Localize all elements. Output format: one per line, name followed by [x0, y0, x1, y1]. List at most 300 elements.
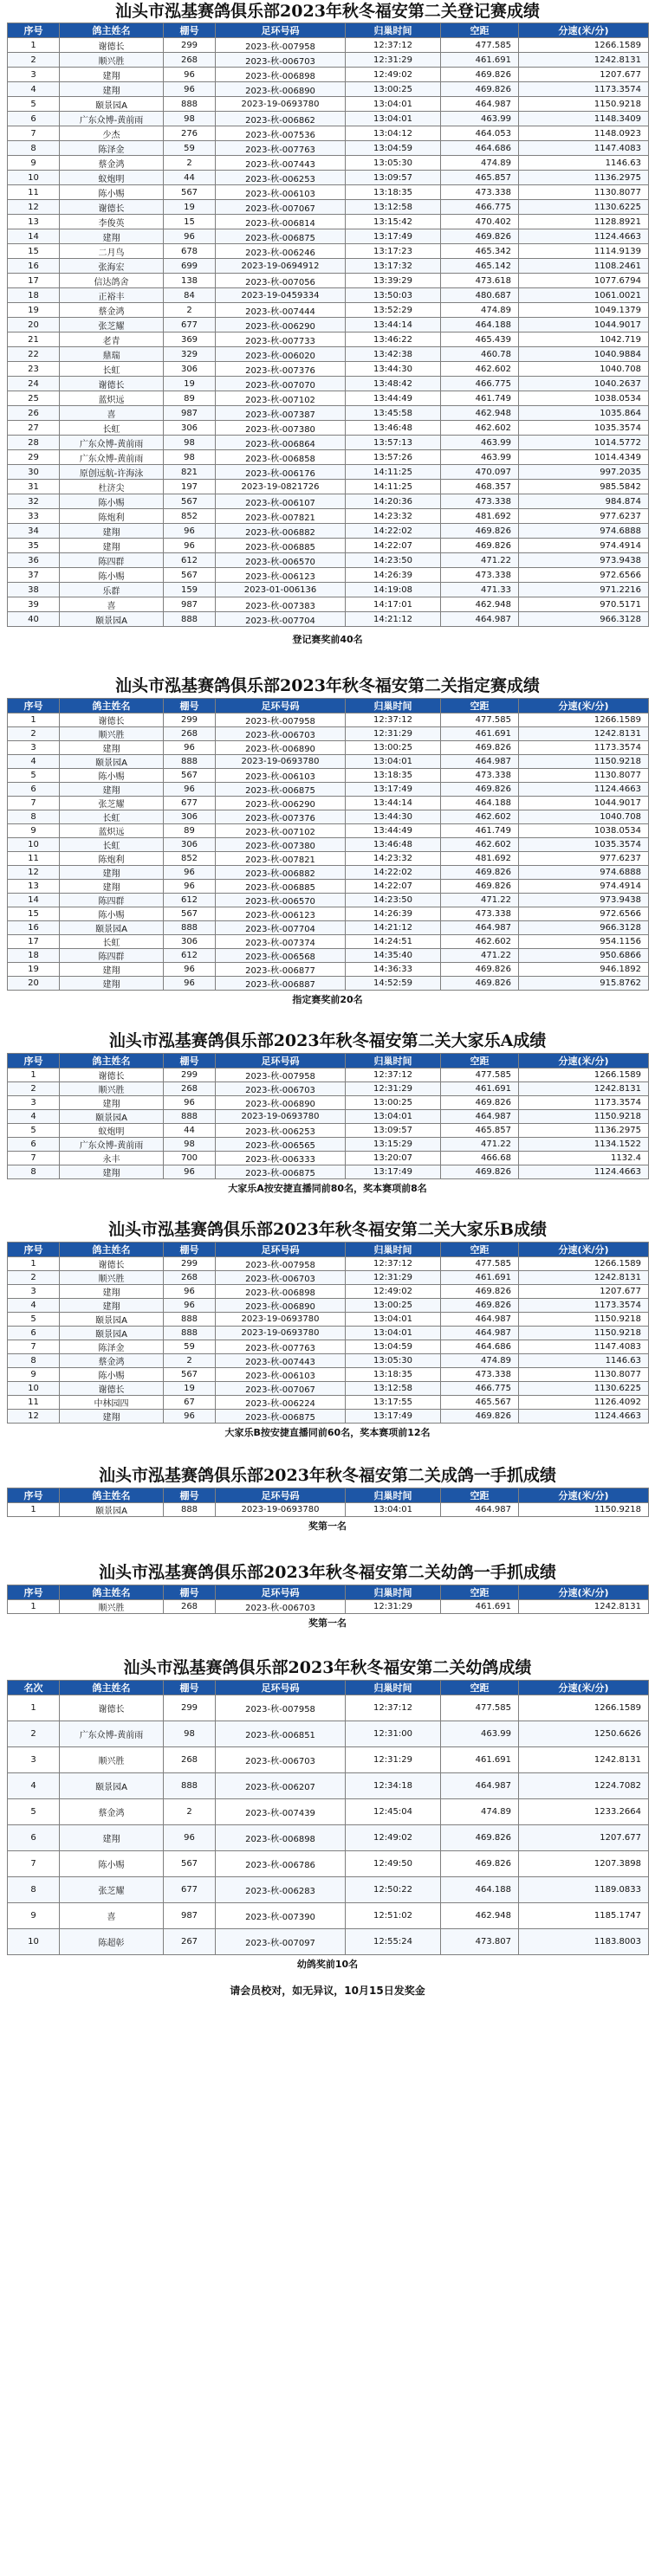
ring-cell: 2023-秋-006877	[216, 963, 346, 977]
owner-cell: 长虹	[60, 838, 164, 852]
loft-cell: 96	[164, 1825, 216, 1851]
rank-cell: 7	[8, 797, 60, 810]
table-row	[8, 783, 649, 797]
table-row	[8, 838, 649, 852]
loft-cell: 888	[164, 1313, 216, 1327]
section-designated	[7, 674, 648, 1010]
distance-cell: 468.357	[441, 480, 519, 494]
ring-cell: 2023-秋-007821	[216, 852, 346, 866]
column-header: 归巢时间	[346, 1488, 441, 1503]
time-cell: 12:55:24	[346, 1929, 441, 1955]
table-row	[8, 894, 649, 907]
time-cell: 13:20:07	[346, 1152, 441, 1165]
ring-cell: 2023-秋-006103	[216, 1368, 346, 1382]
section-footer: 大家乐B按安捷直播同前60名，奖本赛项前12名	[224, 1427, 431, 1438]
distance-cell: 464.188	[441, 1877, 519, 1903]
speed-cell: 1014.5772	[519, 436, 649, 450]
table-row	[8, 215, 649, 229]
loft-cell: 567	[164, 907, 216, 921]
table-row	[8, 741, 649, 755]
column-header: 鸽主姓名	[60, 1488, 164, 1503]
owner-cell: 建翔	[60, 1285, 164, 1299]
ring-cell: 2023-秋-007439	[216, 1799, 346, 1825]
loft-cell: 2	[164, 1354, 216, 1368]
rank-cell: 5	[8, 1313, 60, 1327]
section-footer: 指定赛奖前20名	[292, 994, 363, 1005]
speed-cell: 1038.0534	[519, 391, 649, 406]
owner-cell: 蚁炮明	[60, 171, 164, 185]
ring-cell: 2023-秋-007067	[216, 1382, 346, 1396]
rank-cell: 31	[8, 480, 60, 494]
owner-cell: 谢德长	[60, 1695, 164, 1721]
rank-cell: 13	[8, 880, 60, 894]
table-row	[8, 539, 649, 553]
column-header: 序号	[8, 1054, 60, 1068]
loft-cell: 852	[164, 852, 216, 866]
owner-cell: 颐景园A	[60, 1327, 164, 1340]
loft-cell: 19	[164, 200, 216, 215]
table-row	[8, 612, 649, 627]
loft-cell: 96	[164, 82, 216, 97]
section-footer: 奖第一名	[308, 1520, 347, 1532]
rank-cell: 4	[8, 1110, 60, 1124]
rank-cell: 23	[8, 362, 60, 377]
speed-cell: 1242.8131	[519, 53, 649, 68]
rank-cell: 40	[8, 612, 60, 627]
speed-cell: 1189.0833	[519, 1877, 649, 1903]
time-cell: 13:04:01	[346, 1313, 441, 1327]
section-young	[7, 1656, 648, 1974]
rank-cell: 34	[8, 524, 60, 539]
table-row	[8, 597, 649, 612]
table-row	[8, 1799, 649, 1825]
time-cell: 13:46:22	[346, 332, 441, 347]
owner-cell: 谢德长	[60, 713, 164, 727]
owner-cell: 李俊英	[60, 215, 164, 229]
column-header: 足环号码	[216, 1488, 346, 1503]
owner-cell: 谢德长	[60, 377, 164, 391]
loft-cell: 299	[164, 713, 216, 727]
distance-cell: 471.22	[441, 1138, 519, 1152]
loft-cell: 96	[164, 68, 216, 82]
speed-cell: 1049.1379	[519, 303, 649, 318]
time-cell: 13:44:49	[346, 824, 441, 838]
rank-cell: 14	[8, 229, 60, 244]
table-row	[8, 1096, 649, 1110]
ring-cell: 2023-秋-006882	[216, 524, 346, 539]
rank-cell: 5	[8, 1799, 60, 1825]
rank-cell: 28	[8, 436, 60, 450]
owner-cell: 颐景园A	[60, 1773, 164, 1799]
distance-cell: 473.338	[441, 568, 519, 583]
rank-cell: 22	[8, 347, 60, 362]
speed-cell: 1124.4663	[519, 1165, 649, 1179]
loft-cell: 567	[164, 568, 216, 583]
column-header: 鸽主姓名	[60, 23, 164, 38]
table-row	[8, 852, 649, 866]
owner-cell: 颐景园A	[60, 755, 164, 769]
column-header: 棚号	[164, 1054, 216, 1068]
distance-cell: 464.053	[441, 126, 519, 141]
ring-cell: 2023-秋-007387	[216, 406, 346, 421]
time-cell: 13:44:14	[346, 797, 441, 810]
column-header: 鸽主姓名	[60, 1585, 164, 1600]
distance-cell: 465.342	[441, 244, 519, 259]
owner-cell: 少杰	[60, 126, 164, 141]
ring-cell: 2023-秋-006858	[216, 450, 346, 465]
loft-cell: 98	[164, 112, 216, 126]
owner-cell: 陈泽金	[60, 1340, 164, 1354]
rank-cell: 11	[8, 852, 60, 866]
loft-cell: 96	[164, 1285, 216, 1299]
owner-cell: 谢德长	[60, 1068, 164, 1082]
loft-cell: 268	[164, 1747, 216, 1773]
speed-cell: 1136.2975	[519, 1124, 649, 1138]
distance-cell: 465.439	[441, 332, 519, 347]
speed-cell: 1207.3898	[519, 1851, 649, 1877]
table-row	[8, 1747, 649, 1773]
table-row	[8, 141, 649, 156]
time-cell: 14:26:39	[346, 568, 441, 583]
rank-cell: 19	[8, 963, 60, 977]
owner-cell: 颐景园A	[60, 97, 164, 112]
speed-cell: 1242.8131	[519, 1600, 649, 1614]
rank-cell: 6	[8, 1138, 60, 1152]
table-row	[8, 1165, 649, 1179]
speed-cell: 1224.7082	[519, 1773, 649, 1799]
ring-cell: 2023-秋-007704	[216, 612, 346, 627]
ring-cell: 2023-秋-006890	[216, 741, 346, 755]
distance-cell: 464.987	[441, 1773, 519, 1799]
time-cell: 14:52:59	[346, 977, 441, 991]
distance-cell: 469.826	[441, 1825, 519, 1851]
speed-cell: 1146.63	[519, 1354, 649, 1368]
loft-cell: 299	[164, 38, 216, 53]
time-cell: 12:37:12	[346, 1695, 441, 1721]
rank-cell: 27	[8, 421, 60, 436]
distance-cell: 464.188	[441, 797, 519, 810]
distance-cell: 466.775	[441, 1382, 519, 1396]
table-row	[8, 1382, 649, 1396]
time-cell: 14:36:33	[346, 963, 441, 977]
table-row	[8, 907, 649, 921]
time-cell: 14:22:02	[346, 866, 441, 880]
owner-cell: 张芝耀	[60, 1877, 164, 1903]
final-note: 请会员校对，如无异议，10月15日发奖金	[230, 1985, 425, 1997]
column-header: 分速(米/分)	[519, 1243, 649, 1257]
owner-cell: 建翔	[60, 741, 164, 755]
distance-cell: 463.99	[441, 450, 519, 465]
distance-cell: 473.338	[441, 907, 519, 921]
loft-cell: 2	[164, 1799, 216, 1825]
table-row	[8, 1695, 649, 1721]
owner-cell: 颐景园A	[60, 1313, 164, 1327]
table-row	[8, 450, 649, 465]
speed-cell: 1207.677	[519, 1285, 649, 1299]
loft-cell: 44	[164, 1124, 216, 1138]
section-title: 汕头市泓基赛鸽俱乐部2023年秋冬福安第二关大家乐B成绩	[108, 1220, 547, 1239]
table-row	[8, 810, 649, 824]
time-cell: 14:23:32	[346, 852, 441, 866]
ring-cell: 2023-秋-007056	[216, 274, 346, 288]
time-cell: 14:21:12	[346, 921, 441, 935]
table-row	[8, 949, 649, 963]
speed-cell: 972.6566	[519, 907, 649, 921]
speed-cell: 1040.2637	[519, 377, 649, 391]
column-header: 棚号	[164, 1681, 216, 1695]
ring-cell: 2023-秋-007380	[216, 838, 346, 852]
distance-cell: 469.826	[441, 1851, 519, 1877]
time-cell: 12:49:02	[346, 1825, 441, 1851]
ring-cell: 2023-秋-006862	[216, 112, 346, 126]
distance-cell: 461.749	[441, 824, 519, 838]
time-cell: 13:52:29	[346, 303, 441, 318]
loft-cell: 268	[164, 1082, 216, 1096]
column-header: 鸽主姓名	[60, 1054, 164, 1068]
ring-cell: 2023-秋-006570	[216, 553, 346, 568]
speed-cell: 1147.4083	[519, 141, 649, 156]
column-header: 棚号	[164, 23, 216, 38]
table-row	[8, 880, 649, 894]
ring-cell: 2023-秋-006898	[216, 1825, 346, 1851]
ring-cell: 2023-19-0821726	[216, 480, 346, 494]
time-cell: 14:11:25	[346, 465, 441, 480]
ring-cell: 2023-秋-006103	[216, 185, 346, 200]
ring-cell: 2023-秋-007733	[216, 332, 346, 347]
time-cell: 13:04:01	[346, 755, 441, 769]
speed-cell: 1242.8131	[519, 1271, 649, 1285]
rank-cell: 1	[8, 1503, 60, 1517]
owner-cell: 广东众博-黄前雨	[60, 450, 164, 465]
ring-cell: 2023-秋-007443	[216, 1354, 346, 1368]
owner-cell: 陈泽金	[60, 141, 164, 156]
distance-cell: 466.775	[441, 377, 519, 391]
rank-cell: 14	[8, 894, 60, 907]
time-cell: 13:18:35	[346, 769, 441, 783]
distance-cell: 464.987	[441, 97, 519, 112]
distance-cell: 477.585	[441, 1068, 519, 1082]
loft-cell: 677	[164, 1877, 216, 1903]
loft-cell: 699	[164, 259, 216, 274]
owner-cell: 建翔	[60, 1299, 164, 1313]
speed-cell: 1233.2664	[519, 1799, 649, 1825]
loft-cell: 888	[164, 755, 216, 769]
distance-cell: 463.99	[441, 1721, 519, 1747]
table-row	[8, 1082, 649, 1096]
table-row	[8, 755, 649, 769]
table-row	[8, 465, 649, 480]
table-row	[8, 824, 649, 838]
column-header: 归巢时间	[346, 1243, 441, 1257]
owner-cell: 蔡金鸿	[60, 303, 164, 318]
owner-cell: 陈超彰	[60, 1929, 164, 1955]
time-cell: 14:22:02	[346, 524, 441, 539]
speed-cell: 915.8762	[519, 977, 649, 991]
rank-cell: 12	[8, 1410, 60, 1424]
ring-cell: 2023-19-0694912	[216, 259, 346, 274]
speed-cell: 1124.4663	[519, 783, 649, 797]
table-row	[8, 1877, 649, 1903]
owner-cell: 建翔	[60, 880, 164, 894]
column-header: 归巢时间	[346, 699, 441, 713]
speed-cell: 1114.9139	[519, 244, 649, 259]
owner-cell: 陈四群	[60, 553, 164, 568]
time-cell: 12:37:12	[346, 1257, 441, 1271]
ring-cell: 2023-19-0693780	[216, 755, 346, 769]
speed-cell: 1136.2975	[519, 171, 649, 185]
table-row	[8, 97, 649, 112]
loft-cell: 888	[164, 921, 216, 935]
owner-cell: 顺兴胜	[60, 53, 164, 68]
column-header: 足环号码	[216, 1681, 346, 1695]
ring-cell: 2023-19-0693780	[216, 1327, 346, 1340]
column-header: 空距	[441, 1585, 519, 1600]
table-row	[8, 288, 649, 303]
table-row	[8, 769, 649, 783]
distance-cell: 461.691	[441, 727, 519, 741]
owner-cell: 建翔	[60, 1096, 164, 1110]
rank-cell: 13	[8, 215, 60, 229]
owner-cell: 陈小赐	[60, 185, 164, 200]
table-row	[8, 377, 649, 391]
rank-cell: 7	[8, 1152, 60, 1165]
distance-cell: 473.338	[441, 185, 519, 200]
column-header: 序号	[8, 1243, 60, 1257]
time-cell: 12:51:02	[346, 1903, 441, 1929]
distance-cell: 461.691	[441, 1271, 519, 1285]
table-row	[8, 185, 649, 200]
distance-cell: 466.68	[441, 1152, 519, 1165]
rank-cell: 9	[8, 824, 60, 838]
speed-cell: 977.6237	[519, 509, 649, 524]
distance-cell: 460.78	[441, 347, 519, 362]
column-header: 鸽主姓名	[60, 1681, 164, 1695]
distance-cell: 474.89	[441, 1799, 519, 1825]
time-cell: 13:04:12	[346, 126, 441, 141]
owner-cell: 正裕丰	[60, 288, 164, 303]
results-table	[7, 698, 649, 991]
speed-cell: 1061.0021	[519, 288, 649, 303]
ring-cell: 2023-秋-006703	[216, 1600, 346, 1614]
column-header: 空距	[441, 1681, 519, 1695]
speed-cell: 1183.8003	[519, 1929, 649, 1955]
column-header: 分速(米/分)	[519, 699, 649, 713]
owner-cell: 陈四群	[60, 949, 164, 963]
time-cell: 13:44:30	[346, 362, 441, 377]
owner-cell: 蚁炮明	[60, 1124, 164, 1138]
loft-cell: 306	[164, 810, 216, 824]
speed-cell: 1266.1589	[519, 1695, 649, 1721]
table-row	[8, 332, 649, 347]
loft-cell: 612	[164, 553, 216, 568]
rank-cell: 32	[8, 494, 60, 509]
table-row	[8, 1340, 649, 1354]
distance-cell: 464.987	[441, 1327, 519, 1340]
loft-cell: 306	[164, 935, 216, 949]
distance-cell: 463.99	[441, 436, 519, 450]
loft-cell: 267	[164, 1929, 216, 1955]
loft-cell: 197	[164, 480, 216, 494]
loft-cell: 299	[164, 1068, 216, 1082]
rank-cell: 3	[8, 741, 60, 755]
table-row	[8, 1773, 649, 1799]
speed-cell: 950.6866	[519, 949, 649, 963]
distance-cell: 462.948	[441, 1903, 519, 1929]
table-row	[8, 1354, 649, 1368]
owner-cell: 二月鸟	[60, 244, 164, 259]
loft-cell: 299	[164, 1257, 216, 1271]
column-header: 序号	[8, 1488, 60, 1503]
rank-cell: 35	[8, 539, 60, 553]
column-header: 足环号码	[216, 1585, 346, 1600]
column-header: 分速(米/分)	[519, 1585, 649, 1600]
speed-cell: 1044.9017	[519, 797, 649, 810]
rank-cell: 6	[8, 1825, 60, 1851]
ring-cell: 2023-秋-006875	[216, 1410, 346, 1424]
column-header: 归巢时间	[346, 1054, 441, 1068]
distance-cell: 464.987	[441, 921, 519, 935]
owner-cell: 顺兴胜	[60, 727, 164, 741]
distance-cell: 466.775	[441, 200, 519, 215]
distance-cell: 469.826	[441, 524, 519, 539]
loft-cell: 268	[164, 53, 216, 68]
loft-cell: 677	[164, 318, 216, 332]
rank-cell: 18	[8, 949, 60, 963]
ring-cell: 2023-秋-007067	[216, 200, 346, 215]
loft-cell: 44	[164, 171, 216, 185]
distance-cell: 461.749	[441, 391, 519, 406]
table-row	[8, 1257, 649, 1271]
ring-cell: 2023-秋-006864	[216, 436, 346, 450]
loft-cell: 612	[164, 894, 216, 907]
table-row	[8, 797, 649, 810]
distance-cell: 481.692	[441, 509, 519, 524]
time-cell: 13:18:35	[346, 185, 441, 200]
distance-cell: 462.602	[441, 362, 519, 377]
distance-cell: 469.826	[441, 1410, 519, 1424]
distance-cell: 480.687	[441, 288, 519, 303]
column-header: 分速(米/分)	[519, 23, 649, 38]
rank-cell: 37	[8, 568, 60, 583]
loft-cell: 987	[164, 1903, 216, 1929]
owner-cell: 建翔	[60, 963, 164, 977]
owner-cell: 建翔	[60, 783, 164, 797]
ring-cell: 2023-秋-006885	[216, 880, 346, 894]
time-cell: 13:46:48	[346, 421, 441, 436]
ring-cell: 2023-01-006136	[216, 583, 346, 597]
speed-cell: 970.5171	[519, 597, 649, 612]
loft-cell: 59	[164, 1340, 216, 1354]
distance-cell: 464.686	[441, 141, 519, 156]
loft-cell: 888	[164, 1110, 216, 1124]
speed-cell: 974.4914	[519, 539, 649, 553]
ring-cell: 2023-秋-006333	[216, 1152, 346, 1165]
owner-cell: 建翔	[60, 82, 164, 97]
loft-cell: 268	[164, 727, 216, 741]
table-row	[8, 171, 649, 185]
time-cell: 12:37:12	[346, 1068, 441, 1082]
table-row	[8, 713, 649, 727]
time-cell: 13:04:01	[346, 112, 441, 126]
loft-cell: 306	[164, 838, 216, 852]
ring-cell: 2023-秋-006882	[216, 866, 346, 880]
ring-cell: 2023-秋-006123	[216, 568, 346, 583]
distance-cell: 462.602	[441, 838, 519, 852]
loft-cell: 96	[164, 977, 216, 991]
loft-cell: 96	[164, 1096, 216, 1110]
owner-cell: 谢德长	[60, 200, 164, 215]
ring-cell: 2023-秋-007958	[216, 1695, 346, 1721]
